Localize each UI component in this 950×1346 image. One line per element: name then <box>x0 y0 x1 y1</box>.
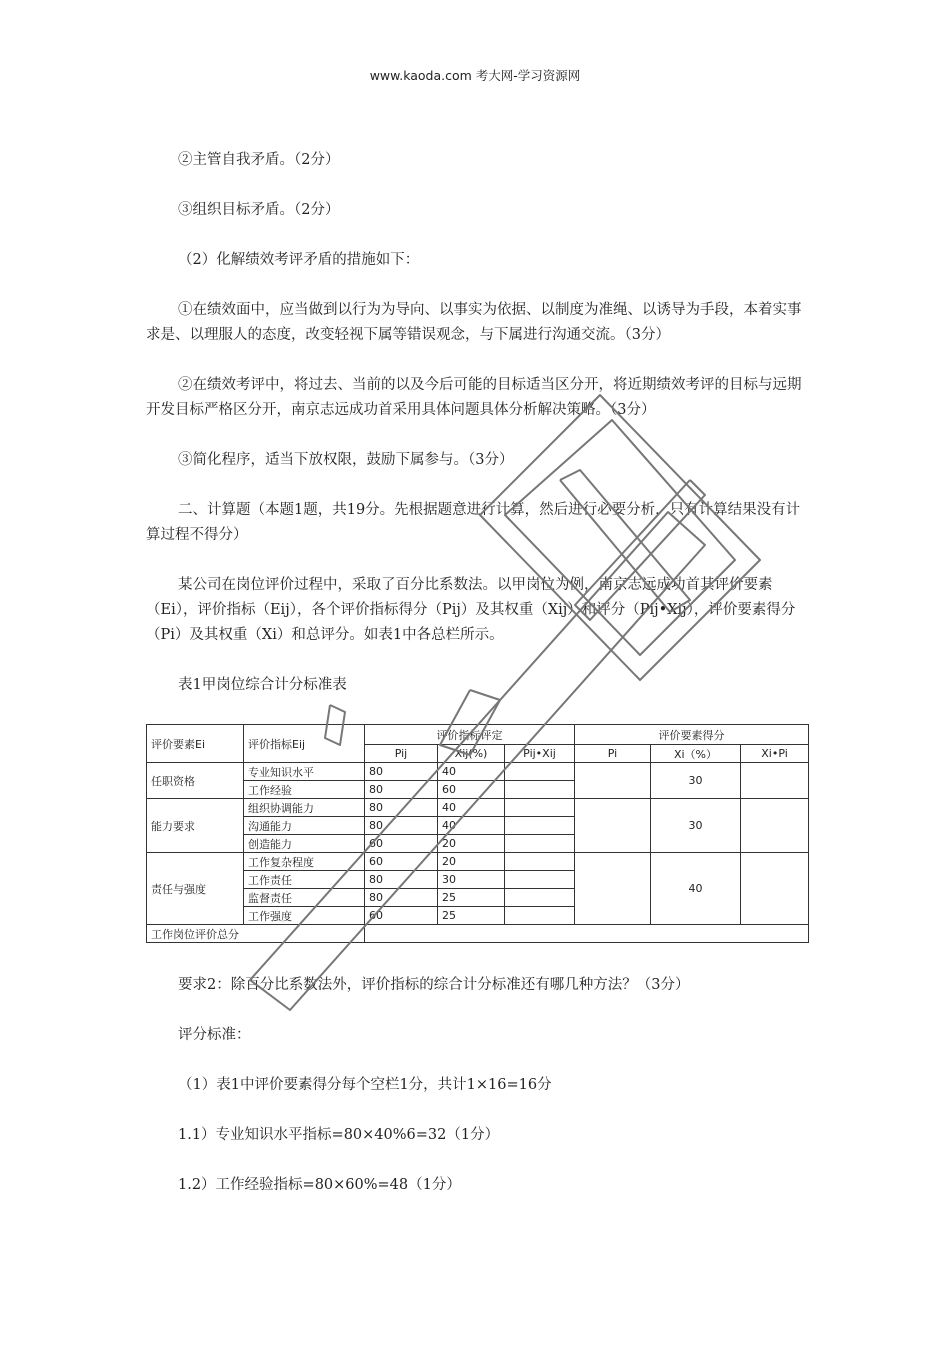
factor-name: 责任与强度 <box>147 853 244 925</box>
pij-xij-blank <box>505 889 575 907</box>
pij-value: 60 <box>365 835 438 853</box>
pij-xij-blank <box>505 799 575 817</box>
xi-pi-blank <box>741 853 809 925</box>
header-factor-score: 评价要素得分 <box>575 725 809 745</box>
xij-value: 25 <box>438 907 505 925</box>
pij-value: 60 <box>365 907 438 925</box>
indicator-name: 工作责任 <box>244 871 365 889</box>
xij-value: 25 <box>438 889 505 907</box>
paragraph-5: ②在绩效考评中，将过去、当前的以及今后可能的目标适当区分开，将近期绩效考评的目标与远期开发目标严格区分开，南京志远成功首采用具体问题具体分析解决策略。（3分） <box>146 377 802 418</box>
pi-blank <box>575 799 651 853</box>
indicator-name: 监督责任 <box>244 889 365 907</box>
score-table <box>146 724 809 943</box>
paragraph-scoring-1-1: 1.1）专业知识水平指标=80×40%6=32（1分） <box>178 1127 500 1143</box>
header-pi: Pi <box>575 745 651 763</box>
header-xij: Xij(%) <box>438 745 505 763</box>
indicator-name: 专业知识水平 <box>244 763 365 781</box>
xij-value: 40 <box>438 763 505 781</box>
paragraph-8: 某公司在岗位评价过程中，采取了百分比系数法。以甲岗位为例，南京志远成功首其评价要素（Ei），评价指标（Eij），各个评价指标得分（Pij）及其权重（Xij）和评分（Pij•Xij），评价要素得分（Pi）及其权重（Xi）和总评分。如表1中各总栏所示。 <box>146 577 796 643</box>
pij-xij-blank <box>505 853 575 871</box>
paragraph-7: 二、计算题（本题1题，共19分。先根据题意进行计算，然后进行必要分析，只有计算结果没有计算过程不得分） <box>146 502 801 543</box>
pij-xij-blank <box>505 835 575 853</box>
header-xi-pi: Xi•Pi <box>741 745 809 763</box>
xi-pi-blank <box>741 763 809 799</box>
xij-value: 30 <box>438 871 505 889</box>
indicator-name: 工作复杂程度 <box>244 853 365 871</box>
site-header: www.kaoda.com 考大网-学习资源网 <box>369 68 581 83</box>
indicator-name: 工作强度 <box>244 907 365 925</box>
table-row <box>147 799 809 817</box>
indicator-name: 沟通能力 <box>244 817 365 835</box>
factor-name: 任职资格 <box>147 763 244 799</box>
header-pij: Pij <box>365 745 438 763</box>
pij-xij-blank <box>505 763 575 781</box>
pij-xij-blank <box>505 817 575 835</box>
table-caption: 表1甲岗位综合计分标准表 <box>178 677 347 693</box>
total-row <box>147 925 809 943</box>
table-row <box>147 763 809 781</box>
xij-value: 40 <box>438 799 505 817</box>
paragraph-3: （2）化解绩效考评矛盾的措施如下： <box>178 252 420 268</box>
paragraph-2: ③组织目标矛盾。（2分） <box>178 202 340 218</box>
xij-value: 20 <box>438 853 505 871</box>
header-pij-xij: Pij•Xij <box>505 745 575 763</box>
total-blank <box>365 925 809 943</box>
pij-value: 80 <box>365 889 438 907</box>
xi-value: 40 <box>651 853 741 925</box>
header-eij: 评价指标Eij <box>244 725 365 763</box>
pij-xij-blank <box>505 907 575 925</box>
pij-value: 80 <box>365 799 438 817</box>
paragraph-1: ②主管自我矛盾。（2分） <box>178 152 340 168</box>
xij-value: 20 <box>438 835 505 853</box>
paragraph-6: ③简化程序，适当下放权限，鼓励下属参与。（3分） <box>178 452 514 468</box>
pij-value: 80 <box>365 763 438 781</box>
pij-value: 80 <box>365 817 438 835</box>
pij-value: 60 <box>365 853 438 871</box>
total-label: 工作岗位评价总分 <box>147 925 365 943</box>
paragraph-requirement: 要求2：除百分比系数法外，评价指标的综合计分标准还有哪几种方法？（3分） <box>178 977 690 993</box>
xij-value: 60 <box>438 781 505 799</box>
pi-blank <box>575 853 651 925</box>
paragraph-scoring-title: 评分标准： <box>178 1027 251 1043</box>
paragraph-scoring-1-2: 1.2）工作经验指标=80×60%=48（1分） <box>178 1177 461 1193</box>
header-ei: 评价要素Ei <box>147 725 244 763</box>
indicator-name: 组织协调能力 <box>244 799 365 817</box>
xij-value: 40 <box>438 817 505 835</box>
paragraph-scoring-1: （1）表1中评价要素得分每个空栏1分，共计1×16=16分 <box>178 1077 552 1093</box>
header-xi: Xi（%） <box>651 745 741 763</box>
pij-xij-blank <box>505 871 575 889</box>
xi-value: 30 <box>651 763 741 799</box>
header-indicator-rating: 评价指标评定 <box>365 725 575 745</box>
xi-value: 30 <box>651 799 741 853</box>
pij-value: 80 <box>365 781 438 799</box>
indicator-name: 创造能力 <box>244 835 365 853</box>
table-row <box>147 853 809 871</box>
xi-pi-blank <box>741 799 809 853</box>
factor-name: 能力要求 <box>147 799 244 853</box>
indicator-name: 工作经验 <box>244 781 365 799</box>
pi-blank <box>575 763 651 799</box>
paragraph-4: ①在绩效面中，应当做到以行为为导向、以事实为依据、以制度为准绳、以诱导为手段，本着实事求是、以理服人的态度，改变轻视下属等错误观念，与下属进行沟通交流。（3分） <box>146 302 802 343</box>
pij-value: 80 <box>365 871 438 889</box>
pij-xij-blank <box>505 781 575 799</box>
